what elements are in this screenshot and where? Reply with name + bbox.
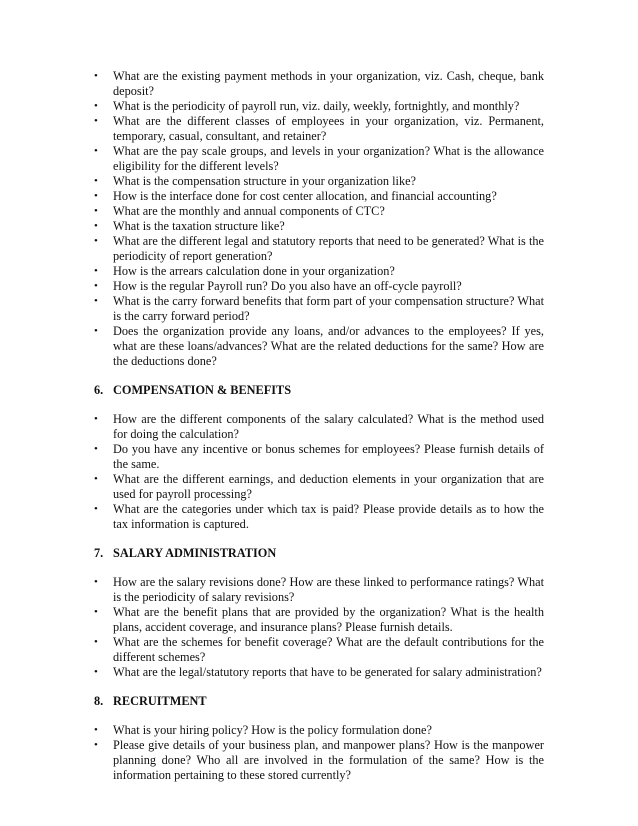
- bullet-icon: •: [94, 70, 98, 82]
- section-title: COMPENSATION & BENEFITS: [113, 383, 292, 397]
- list-item: [94, 144, 544, 174]
- section-number: 8.: [94, 694, 104, 708]
- list-item: [94, 294, 544, 324]
- bullet-icon: •: [94, 666, 98, 678]
- bullet-icon: •: [94, 190, 98, 202]
- bullet-icon: •: [94, 100, 98, 112]
- list-item: [94, 412, 544, 442]
- list-item-text: Please give details of your business plan, and manpower plans? How is the manpower planning done? Who all are involved in the formulation of the same? How is the information pertaining to these stored currently?: [113, 738, 544, 782]
- list-item-text: How is the interface done for cost center allocation, and financial accounting?: [113, 189, 497, 203]
- bullet-icon: •: [94, 636, 98, 648]
- bullet-icon: •: [94, 220, 98, 232]
- section-title: RECRUITMENT: [113, 694, 207, 708]
- list-item-text: What are the schemes for benefit coverage? What are the default contributions for the different schemes?: [113, 635, 544, 664]
- list-item: [94, 665, 544, 680]
- section-number: 7.: [94, 546, 104, 560]
- list-item-text: What are the monthly and annual components of CTC?: [113, 204, 385, 218]
- list-item-text: What are the existing payment methods in your organization, viz. Cash, cheque, bank deposit?: [113, 69, 544, 98]
- list-item: [94, 324, 544, 369]
- section-heading: [94, 546, 544, 561]
- list-item: [94, 264, 544, 279]
- bullet-icon: •: [94, 295, 98, 307]
- section-question-list: [94, 723, 544, 783]
- list-item: [94, 723, 544, 738]
- list-item: [94, 442, 544, 472]
- section-title: SALARY ADMINISTRATION: [113, 546, 277, 560]
- bullet-icon: •: [94, 280, 98, 292]
- list-item-text: What are the different classes of employees in your organization, viz. Permanent, temporary, casual, consultant, and retainer?: [113, 114, 544, 143]
- sections-container: [94, 383, 544, 783]
- list-item-text: How are the salary revisions done? How are these linked to performance ratings? What is the periodicity of salary revisions?: [113, 575, 544, 604]
- section-question-list: [94, 575, 544, 680]
- list-item: [94, 575, 544, 605]
- list-item-text: Do you have any incentive or bonus schemes for employees? Please furnish details of the same.: [113, 442, 544, 471]
- bullet-icon: •: [94, 145, 98, 157]
- list-item-text: What are the pay scale groups, and levels in your organization? What is the allowance eligibility for the different levels?: [113, 144, 544, 173]
- list-item-text: How are the different components of the salary calculated? What is the method used for doing the calculation?: [113, 412, 544, 441]
- list-item: [94, 472, 544, 502]
- bullet-icon: •: [94, 724, 98, 736]
- list-item-text: What are the categories under which tax is paid? Please provide details as to how the tax information is captured.: [113, 502, 544, 531]
- list-item-text: What are the different legal and statutory reports that need to be generated? What is the periodicity of report generation?: [113, 234, 544, 263]
- bullet-icon: •: [94, 443, 98, 455]
- list-item-text: What is the carry forward benefits that form part of your compensation structure? What is the carry forward period?: [113, 294, 544, 323]
- bullet-icon: •: [94, 205, 98, 217]
- list-item: [94, 99, 544, 114]
- bullet-icon: •: [94, 325, 98, 337]
- list-item: [94, 279, 544, 294]
- list-item: [94, 605, 544, 635]
- list-item: [94, 204, 544, 219]
- bullet-icon: •: [94, 473, 98, 485]
- list-item: [94, 234, 544, 264]
- list-item-text: What is the compensation structure in your organization like?: [113, 174, 417, 188]
- list-item-text: What is the taxation structure like?: [113, 219, 285, 233]
- section-number: 6.: [94, 383, 104, 397]
- bullet-icon: •: [94, 175, 98, 187]
- bullet-icon: •: [94, 115, 98, 127]
- list-item: [94, 635, 544, 665]
- bullet-icon: •: [94, 265, 98, 277]
- section-heading: [94, 694, 544, 709]
- list-item-text: What are the different earnings, and deduction elements in your organization that are used for payroll processing?: [113, 472, 544, 501]
- list-item-text: What are the legal/statutory reports that have to be generated for salary administration?: [113, 665, 542, 679]
- list-item: [94, 738, 544, 783]
- list-item-text: What are the benefit plans that are provided by the organization? What is the health plans, accident coverage, and insurance plans? Please furnish details.: [113, 605, 544, 634]
- bullet-icon: •: [94, 576, 98, 588]
- list-item-text: What is your hiring policy? How is the policy formulation done?: [113, 723, 432, 737]
- bullet-icon: •: [94, 739, 98, 751]
- list-item: [94, 502, 544, 532]
- list-item: [94, 114, 544, 144]
- section-heading: [94, 383, 544, 398]
- list-item-text: How is the regular Payroll run? Do you also have an off-cycle payroll?: [113, 279, 462, 293]
- list-item: [94, 69, 544, 99]
- list-item-text: Does the organization provide any loans, and/or advances to the employees? If yes, what are these loans/advances? What are the related deductions for the same? How are the deductions done?: [113, 324, 544, 368]
- list-item-text: How is the arrears calculation done in your organization?: [113, 264, 395, 278]
- list-item: [94, 189, 544, 204]
- list-item-text: What is the periodicity of payroll run, viz. daily, weekly, fortnightly, and monthly?: [113, 99, 520, 113]
- intro-question-list: [94, 69, 544, 369]
- bullet-icon: •: [94, 503, 98, 515]
- section-question-list: [94, 412, 544, 532]
- list-item: [94, 219, 544, 234]
- bullet-icon: •: [94, 235, 98, 247]
- list-item: [94, 174, 544, 189]
- bullet-icon: •: [94, 413, 98, 425]
- bullet-icon: •: [94, 606, 98, 618]
